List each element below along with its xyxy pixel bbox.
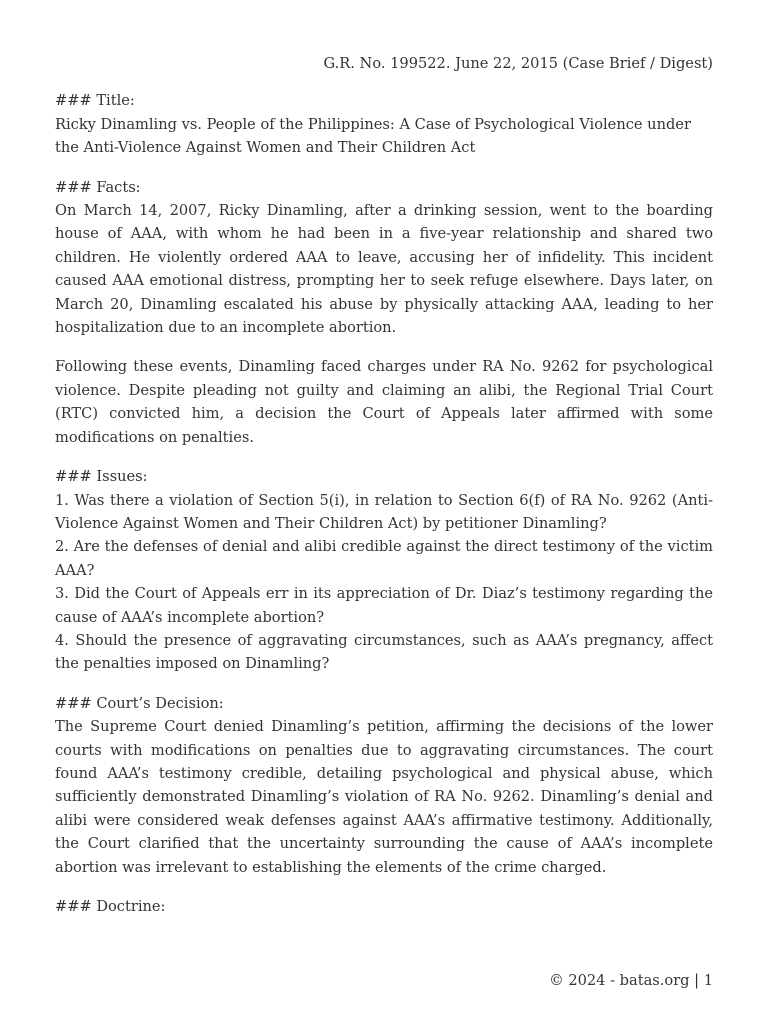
decision-heading: ### Court’s Decision: <box>55 694 224 712</box>
doctrine-section <box>55 895 713 918</box>
issues-section <box>55 465 713 676</box>
issue-item: 2. Are the defenses of denial and alibi credible against the direct testimony of the victim AAA? <box>55 538 713 579</box>
document-page <box>55 52 713 918</box>
title-heading: ### Title: <box>55 92 135 110</box>
facts-paragraph: On March 14, 2007, Ricky Dinamling, after a drinking session, went to the boarding house of AAA, with whom he had been in a five-year relationship and shared two children. He violently ordered AAA to leave, accusing her of infidelity. This incident caused AAA emotional distress, prompting her to seek refuge elsewhere. Days later, on March 20, Dinamling escalated his abuse by physically attacking AAA, leading to her hospitalization due to an incomplete abortion. <box>55 202 713 337</box>
facts-heading: ### Facts: <box>55 178 141 196</box>
issue-item: 3. Did the Court of Appeals err in its appreciation of Dr. Diaz’s testimony regarding the cause of AAA’s incomplete abortion? <box>55 585 713 626</box>
case-title: Ricky Dinamling vs. People of the Philippines: A Case of Psychological Violence under the Anti-Violence Against Women and Their Children Act <box>55 115 691 157</box>
facts-section <box>55 176 713 449</box>
doctrine-heading: ### Doctrine: <box>55 898 166 915</box>
issues-heading: ### Issues: <box>55 468 148 486</box>
case-reference: G.R. No. 199522. June 22, 2015 (Case Brief / Digest) <box>323 55 713 72</box>
title-section <box>55 89 713 159</box>
issue-item: 1. Was there a violation of Section 5(i), in relation to Section 6(f) of RA No. 9262 (Anti-Violence Against Women and Their Children Act) by petitioner Dinamling? <box>55 491 713 532</box>
decision-section <box>55 692 713 879</box>
decision-paragraph: The Supreme Court denied Dinamling’s petition, affirming the decisions of the lower courts with modifications on penalties due to aggravating circumstances. The court found AAA’s testimony credible, detailing psychological and physical abuse, which sufficiently demonstrated Dinamling’s violation of RA No. 9262. Dinamling’s denial and alibi were considered weak defenses against AAA’s affirmative testimony. Additionally, the Court clarified that the uncertainty surrounding the cause of AAA’s incomplete abortion was irrelevant to establishing the elements of the crime charged. <box>55 718 713 876</box>
facts-paragraph: Following these events, Dinamling faced charges under RA No. 9262 for psychological violence. Despite pleading not guilty and claiming an alibi, the Regional Trial Court (RTC) convicted him, a decision the Court of Appeals later affirmed with some modifications on penalties. <box>55 358 713 446</box>
issue-item: 4. Should the presence of aggravating circumstances, such as AAA’s pregnancy, affect the penalties imposed on Dinamling? <box>55 631 713 673</box>
page-footer: © 2024 - batas.org | 1 <box>549 972 713 989</box>
issues-list <box>55 489 713 676</box>
